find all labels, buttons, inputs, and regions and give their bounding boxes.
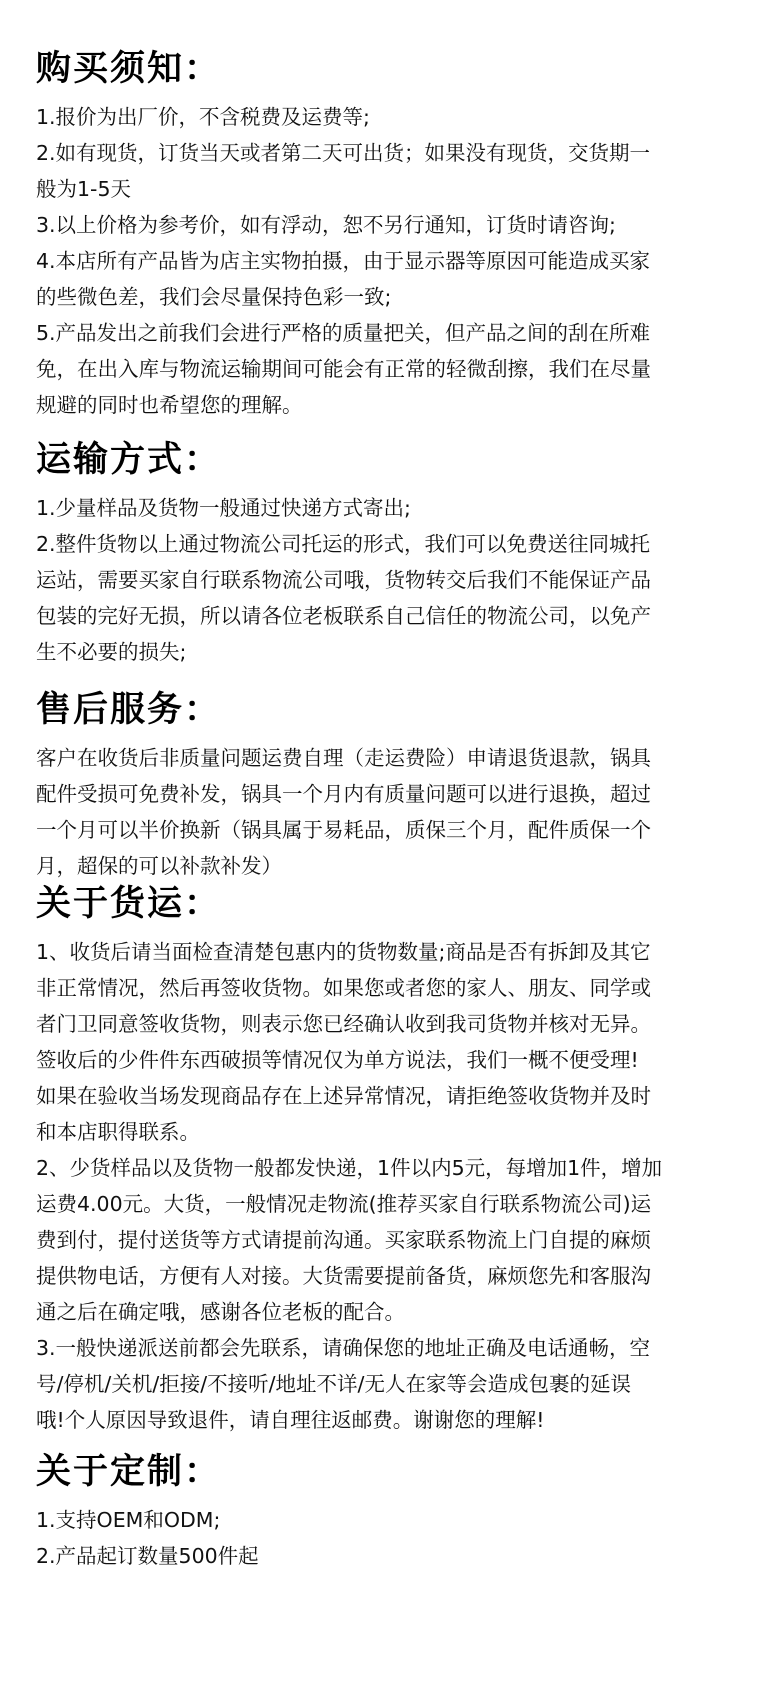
text-line: 1.报价为出厂价，不含税费及运费等; (36, 105, 370, 129)
text-line: 提供物电话，方便有人对接。大货需要提前备货，麻烦您先和客服沟 (36, 1264, 651, 1288)
text-line: 号/停机/关机/拒接/不接听/地址不详/无人在家等会造成包裹的延误 (36, 1372, 631, 1396)
text-line: 月，超保的可以补款补发） (36, 854, 282, 878)
section-title: 运输方式： (36, 440, 222, 480)
section-after-sales (36, 686, 736, 884)
text-line: 生不必要的损失; (36, 640, 187, 664)
text-line: 者门卫同意签收货物，则表示您已经确认收到我司货物并核对无异。 (36, 1012, 651, 1036)
text-line: 3.一般快递派送前都会先联系，请确保您的地址正确及电话通畅，空 (36, 1336, 651, 1360)
text-line: 配件受损可免费补发，锅具一个月内有质量问题可以进行退换，超过 (36, 782, 651, 806)
text-line: 3.以上价格为参考价，如有浮动，恕不另行通知，订货时请咨询; (36, 213, 616, 237)
section-title: 售后服务： (36, 690, 222, 730)
text-line: 一个月可以半价换新（锅具属于易耗品，质保三个月，配件质保一个 (36, 818, 651, 842)
text-line: 哦!个人原因导致退件，请自理往返邮费。谢谢您的理解! (36, 1408, 545, 1432)
section-purchase-notice (36, 45, 736, 423)
text-line: 1.支持OEM和ODM; (36, 1508, 221, 1532)
text-line: 和本店职得联系。 (36, 1120, 200, 1144)
text-line: 通之后在确定哦，感谢各位老板的配合。 (36, 1300, 405, 1324)
text-line: 2.如有现货，订货当天或者第二天可出货；如果没有现货，交货期一 (36, 141, 651, 165)
text-line: 运费4.00元。大货，一般情况走物流(推荐买家自行联系物流公司)运 (36, 1192, 652, 1216)
text-line: 如果在验收当场发现商品存在上述异常情况，请拒绝签收货物并及时 (36, 1084, 651, 1108)
section-shipping-method (36, 436, 736, 670)
text-line: 签收后的少件件东西破损等情况仅为单方说法，我们一概不便受理! (36, 1048, 639, 1072)
section-title: 购买须知： (36, 49, 222, 89)
text-line: 费到付，提付送货等方式请提前沟通。买家联系物流上门自提的麻烦 (36, 1228, 651, 1252)
text-line: 1、收货后请当面检查清楚包惠内的货物数量;商品是否有拆卸及其它 (36, 940, 651, 964)
text-line: 2、少货样品以及货物一般都发快递，1件以内5元，每增加1件，增加 (36, 1156, 663, 1180)
section-customization (36, 1448, 736, 1574)
text-line: 客户在收货后非质量问题运费自理（走运费险）申请退货退款，锅具 (36, 746, 651, 770)
text-line: 般为1-5天 (36, 177, 131, 201)
text-line: 1.少量样品及货物一般通过快递方式寄出; (36, 496, 411, 520)
text-line: 规避的同时也希望您的理解。 (36, 393, 303, 417)
text-line: 免，在出入库与物流运输期间可能会有正常的轻微刮擦，我们在尽量 (36, 357, 651, 381)
section-freight (36, 880, 736, 1438)
section-title: 关于货运： (36, 884, 222, 924)
text-line: 2.产品起订数量500件起 (36, 1544, 259, 1568)
text-line: 5.产品发出之前我们会进行严格的质量把关，但产品之间的刮在所难 (36, 321, 651, 345)
text-line: 的些微色差，我们会尽量保持色彩一致; (36, 285, 392, 309)
text-line: 非正常情况，然后再签收货物。如果您或者您的家人、朋友、同学或 (36, 976, 651, 1000)
text-line: 2.整件货物以上通过物流公司托运的形式，我们可以免费送往同城托 (36, 532, 651, 556)
section-title: 关于定制： (36, 1452, 222, 1492)
text-line: 4.本店所有产品皆为店主实物拍摄，由于显示器等原因可能造成买家 (36, 249, 651, 273)
text-line: 包装的完好无损，所以请各位老板联系自己信任的物流公司，以免产 (36, 604, 651, 628)
text-line: 运站，需要买家自行联系物流公司哦，货物转交后我们不能保证产品 (36, 568, 651, 592)
